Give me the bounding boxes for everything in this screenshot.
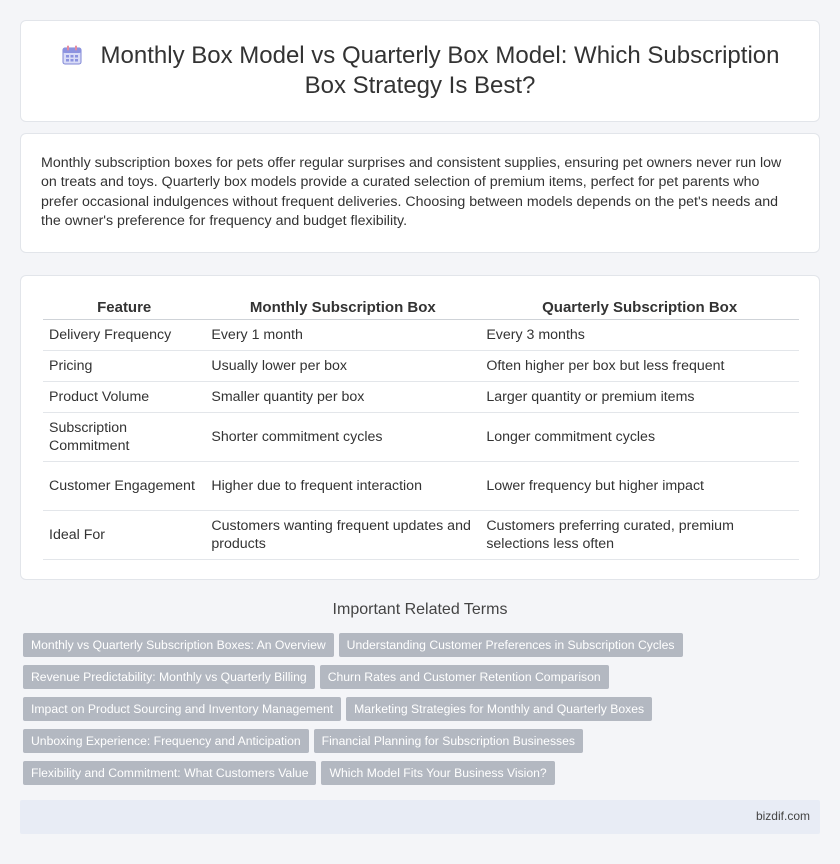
monthly-cell: Smaller quantity per box	[205, 382, 480, 413]
comparison-table	[43, 295, 799, 560]
feature-cell: Subscription Commitment	[43, 413, 205, 462]
header-feature: Feature	[43, 295, 205, 320]
quarterly-cell: Often higher per box but less frequent	[480, 351, 799, 382]
table-row	[43, 320, 799, 351]
related-term-tag[interactable]: Churn Rates and Customer Retention Comparison	[320, 665, 609, 689]
quarterly-cell: Every 3 months	[480, 320, 799, 351]
quarterly-cell: Lower frequency but higher impact	[480, 462, 799, 511]
title-card	[20, 20, 820, 122]
tag-row	[23, 633, 823, 657]
tag-row	[23, 729, 823, 753]
table-row	[43, 511, 799, 560]
feature-cell: Ideal For	[43, 511, 205, 560]
title-line-1: Monthly Box Model vs Quarterly Box Model: Which Subscription	[100, 42, 780, 69]
monthly-cell: Higher due to frequent interaction	[205, 462, 480, 511]
header-quarterly: Quarterly Subscription Box	[480, 295, 799, 320]
tag-row	[23, 665, 823, 689]
related-term-tag[interactable]: Flexibility and Commitment: What Customers Value	[23, 761, 316, 785]
table-row	[43, 413, 799, 462]
related-terms-list	[23, 633, 823, 793]
feature-cell: Pricing	[43, 351, 205, 382]
calendar-icon	[61, 44, 83, 66]
page-title	[21, 41, 819, 101]
header-monthly: Monthly Subscription Box	[205, 295, 480, 320]
footer-bar	[20, 800, 820, 834]
tag-row	[23, 761, 823, 785]
quarterly-cell: Customers preferring curated, premium selections less often	[480, 511, 799, 560]
monthly-cell: Shorter commitment cycles	[205, 413, 480, 462]
tag-row	[23, 697, 823, 721]
related-terms-heading: Important Related Terms	[332, 601, 508, 618]
table-row	[43, 382, 799, 413]
quarterly-cell: Larger quantity or premium items	[480, 382, 799, 413]
related-term-tag[interactable]: Impact on Product Sourcing and Inventory Management	[23, 697, 341, 721]
intro-paragraph: Monthly subscription boxes for pets offer regular surprises and consistent supplies, ensuring pet owners never run low on treats and toys. Quarterly box models provide a curated selection of premium items, perfect for pet parents who prefer occasional indulgences without frequent deliveries. Choosing between models depends on the pet's needs and the owner's preference for frequency and budget flexibility.	[41, 155, 782, 230]
related-term-tag[interactable]: Understanding Customer Preferences in Subscription Cycles	[339, 633, 683, 657]
feature-cell: Product Volume	[43, 382, 205, 413]
table-header-row	[43, 295, 799, 320]
comparison-table-card	[20, 275, 820, 580]
related-term-tag[interactable]: Financial Planning for Subscription Businesses	[314, 729, 583, 753]
feature-cell: Delivery Frequency	[43, 320, 205, 351]
related-term-tag[interactable]: Which Model Fits Your Business Vision?	[321, 761, 554, 785]
related-term-tag[interactable]: Monthly vs Quarterly Subscription Boxes: An Overview	[23, 633, 334, 657]
related-term-tag[interactable]: Unboxing Experience: Frequency and Anticipation	[23, 729, 309, 753]
monthly-cell: Every 1 month	[205, 320, 480, 351]
footer-site-link[interactable]: bizdif.com	[755, 809, 810, 823]
table-row	[43, 351, 799, 382]
related-term-tag[interactable]: Revenue Predictability: Monthly vs Quarterly Billing	[23, 665, 315, 689]
table-row	[43, 462, 799, 511]
intro-card	[20, 133, 820, 253]
quarterly-cell: Longer commitment cycles	[480, 413, 799, 462]
monthly-cell: Customers wanting frequent updates and products	[205, 511, 480, 560]
monthly-cell: Usually lower per box	[205, 351, 480, 382]
feature-cell: Customer Engagement	[43, 462, 205, 511]
related-term-tag[interactable]: Marketing Strategies for Monthly and Quarterly Boxes	[346, 697, 652, 721]
title-line-2: Box Strategy Is Best?	[304, 72, 536, 99]
